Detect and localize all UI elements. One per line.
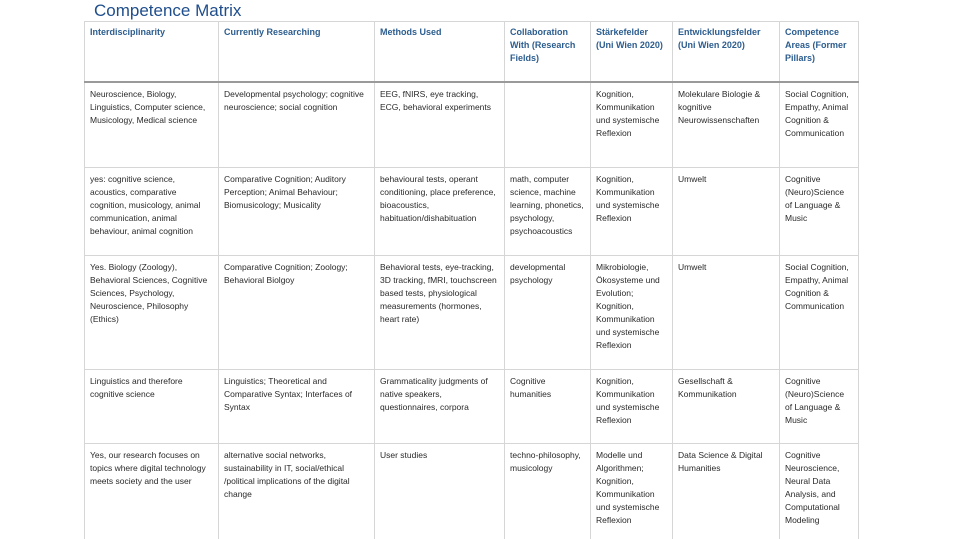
cell-currently-researching: Comparative Cognition; Zoology; Behavioral Biolgoy <box>219 256 375 370</box>
cell-collaboration: techno-philosophy, musicology <box>505 444 591 539</box>
cell-staerkefelder: Kognition, Kommunikation und systemische Reflexion <box>591 168 673 256</box>
cell-interdisciplinarity: Yes. Biology (Zoology), Behavioral Sciences, Cognitive Sciences, Psychology, Neuroscience, Philosophy (Ethics) <box>85 256 219 370</box>
cell-methods-used: Behavioral tests, eye-tracking, 3D tracking, fMRI, touchscreen based tests, physiological measurements (hormones, heart rate) <box>375 256 505 370</box>
cell-staerkefelder: Modelle und Algorithmen; Kognition, Kommunikation und systemische Reflexion <box>591 444 673 539</box>
cell-competence-areas: Cognitive Neuroscience, Neural Data Analysis, and Computational Modeling <box>780 444 859 539</box>
cell-currently-researching: Linguistics; Theoretical and Comparative Syntax; Interfaces of Syntax <box>219 370 375 444</box>
cell-entwicklungsfelder: Umwelt <box>673 256 780 370</box>
cell-entwicklungsfelder: Gesellschaft & Kommunikation <box>673 370 780 444</box>
cell-entwicklungsfelder: Umwelt <box>673 168 780 256</box>
cell-competence-areas: Cognitive (Neuro)Science of Language & Music <box>780 168 859 256</box>
cell-collaboration: math, computer science, machine learning, phonetics, psychology, psychoacoustics <box>505 168 591 256</box>
cell-interdisciplinarity: Yes, our research focuses on topics where digital technology meets society and the user <box>85 444 219 539</box>
table-row <box>85 444 859 539</box>
table-row <box>85 168 859 256</box>
cell-methods-used: Grammaticality judgments of native speakers, questionnaires, corpora <box>375 370 505 444</box>
cell-competence-areas: Social Cognition, Empathy, Animal Cognition & Communication <box>780 256 859 370</box>
cell-collaboration: developmental psychology <box>505 256 591 370</box>
cell-staerkefelder: Mikrobiologie, Ökosysteme und Evolution; Kognition, Kommunikation und systemische Reflexion <box>591 256 673 370</box>
header-entwicklungsfelder: Entwicklungsfelder (Uni Wien 2020) <box>673 22 780 83</box>
cell-currently-researching: alternative social networks, sustainability in IT, social/ethical /political implications of the digital change <box>219 444 375 539</box>
cell-competence-areas: Cognitive (Neuro)Science of Language & Music <box>780 370 859 444</box>
header-competence-areas: Competence Areas (Former Pillars) <box>780 22 859 83</box>
cell-currently-researching: Comparative Cognition; Auditory Perception; Animal Behaviour; Biomusicology; Musicality <box>219 168 375 256</box>
cell-currently-researching: Developmental psychology; cognitive neuroscience; social cognition <box>219 82 375 168</box>
header-row <box>85 22 859 83</box>
cell-collaboration: Cognitive humanities <box>505 370 591 444</box>
cell-methods-used: User studies <box>375 444 505 539</box>
cell-interdisciplinarity: Neuroscience, Biology, Linguistics, Computer science, Musicology, Medical science <box>85 82 219 168</box>
page-title: Competence Matrix <box>94 1 242 20</box>
cell-interdisciplinarity: Linguistics and therefore cognitive science <box>85 370 219 444</box>
header-currently-researching: Currently Researching <box>219 22 375 83</box>
header-methods-used: Methods Used <box>375 22 505 83</box>
cell-staerkefelder: Kognition, Kommunikation und systemische Reflexion <box>591 370 673 444</box>
cell-collaboration <box>505 82 591 168</box>
cell-staerkefelder: Kognition, Kommunikation und systemische Reflexion <box>591 82 673 168</box>
cell-methods-used: EEG, fNIRS, eye tracking, ECG, behavioral experiments <box>375 82 505 168</box>
cell-entwicklungsfelder: Molekulare Biologie & kognitive Neurowissenschaften <box>673 82 780 168</box>
cell-methods-used: behavioural tests, operant conditioning, place preference, bioacoustics, habituation/dishabituation <box>375 168 505 256</box>
cell-interdisciplinarity: yes: cognitive science, acoustics, comparative cognition, musicology, animal communication, animal behaviour, animal cognition <box>85 168 219 256</box>
competence-matrix-table <box>84 21 859 539</box>
header-collaboration: Collaboration With (Research Fields) <box>505 22 591 83</box>
cell-entwicklungsfelder: Data Science & Digital Humanities <box>673 444 780 539</box>
table-row <box>85 256 859 370</box>
header-interdisciplinarity: Interdisciplinarity <box>85 22 219 83</box>
cell-competence-areas: Social Cognition, Empathy, Animal Cognition & Communication <box>780 82 859 168</box>
table-row <box>85 370 859 444</box>
table-row <box>85 82 859 168</box>
header-staerkefelder: Stärkefelder (Uni Wien 2020) <box>591 22 673 83</box>
